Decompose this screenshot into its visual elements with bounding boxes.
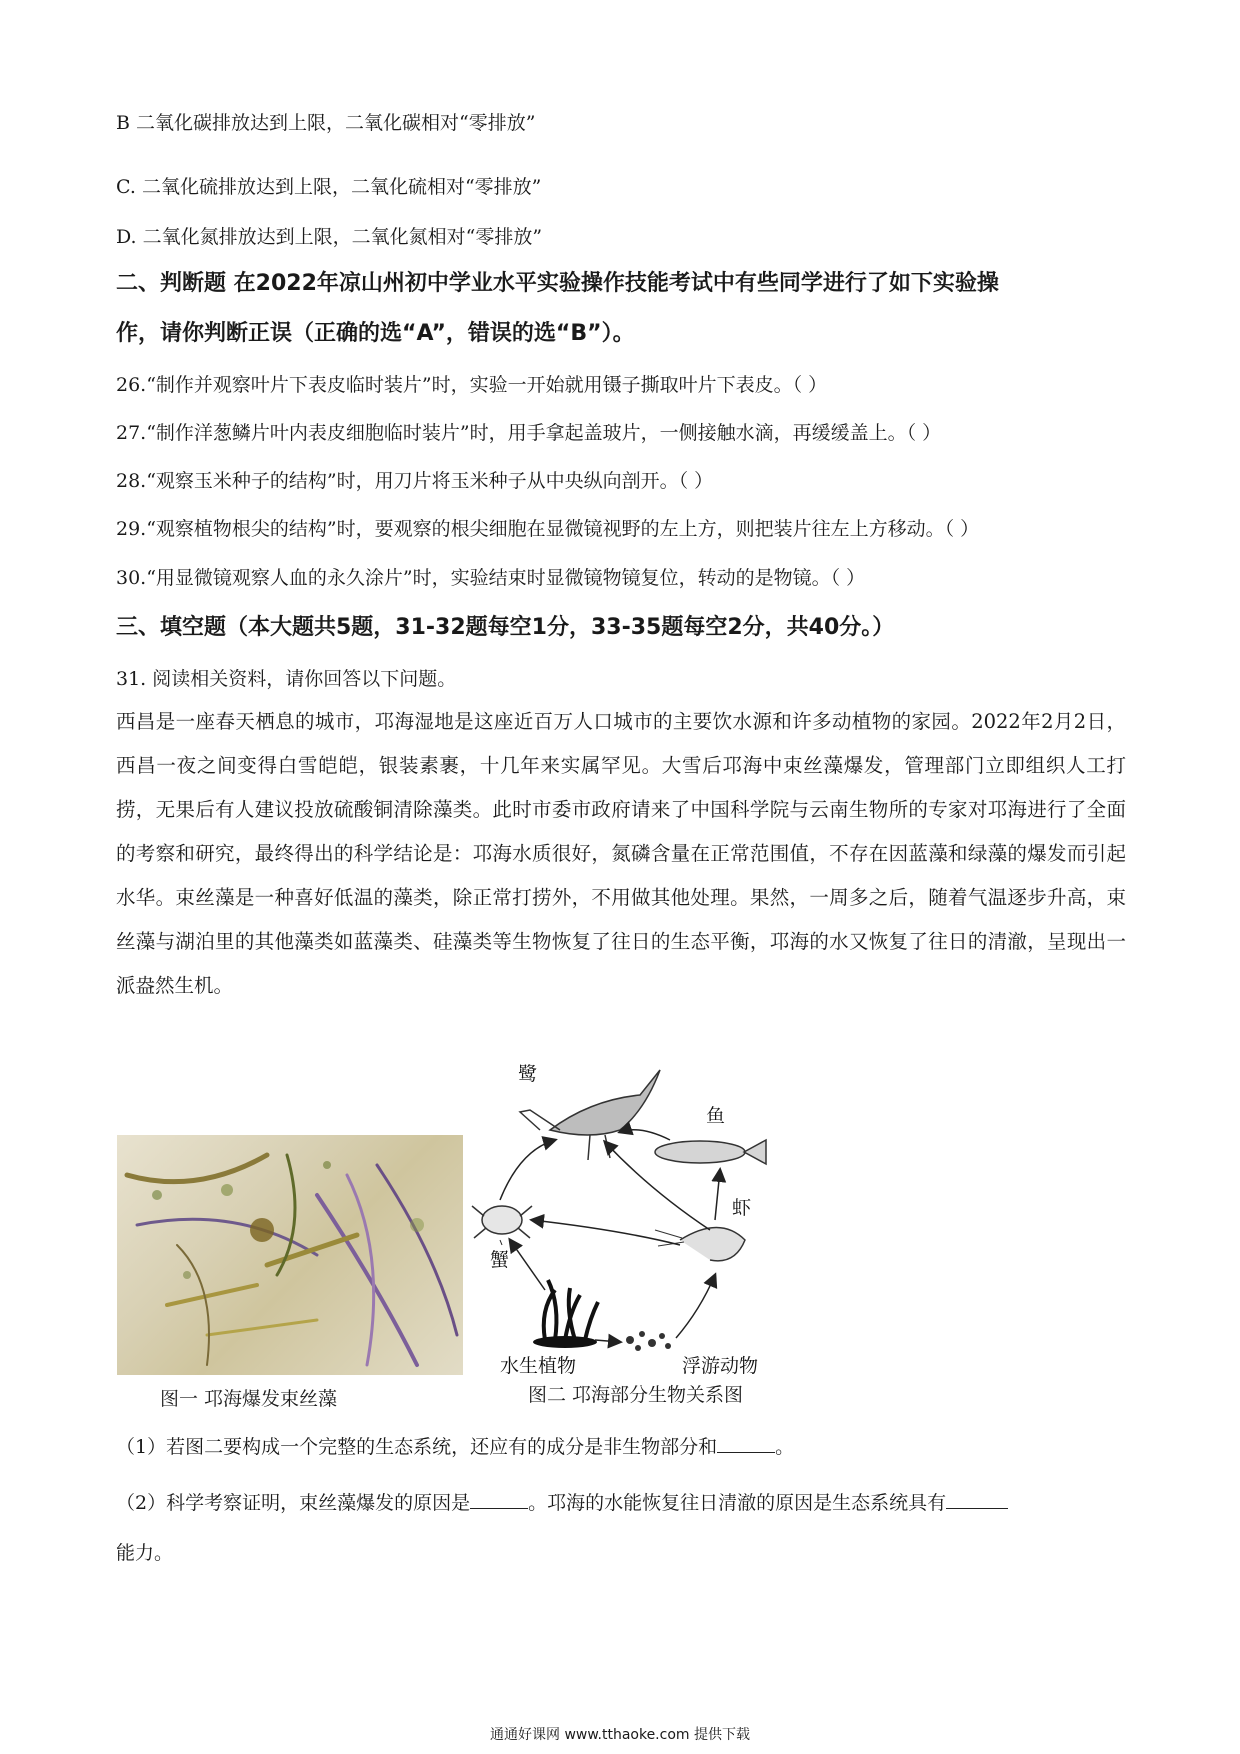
label-fish: 鱼: [706, 1105, 726, 1127]
zooplankton-icon: [626, 1331, 671, 1351]
sub-question-2: [116, 1488, 1008, 1515]
figure1-photo: [117, 1135, 463, 1375]
label-crab: 蟹: [490, 1249, 510, 1271]
sub-question-1: [116, 1432, 794, 1459]
label-zooplankton: 浮游动物: [682, 1355, 759, 1377]
answer-blank[interactable]: [470, 1508, 528, 1509]
section2-heading-line2: 作，请你判断正误（正确的选“A”，错误的选“B”）。: [116, 321, 635, 346]
question-31: 31. 阅读相关资料，请你回答以下问题。: [116, 668, 457, 690]
sub-question-1-text: （1）若图二要构成一个完整的生态系统，还应有的成分是非生物部分和: [116, 1436, 718, 1458]
label-egret: 鹭: [518, 1063, 538, 1085]
answer-blank[interactable]: [946, 1508, 1008, 1509]
label-shrimp: 虾: [732, 1197, 752, 1219]
question-30: 30.“用显微镜观察人血的永久涂片”时，实验结束时显微镜物镜复位，转动的是物镜。（ ）: [116, 567, 866, 589]
footer: 通通好课网 www.tthaoke.com 提供下载: [490, 1727, 750, 1743]
label-plant: 水生植物: [500, 1355, 577, 1377]
question-29: 29.“观察植物根尖的结构”时，要观察的根尖细胞在显微镜视野的左上方，则把装片往左上方移动。（ ）: [116, 518, 980, 540]
option-d: D. 二氧化氮排放达到上限，二氧化氮相对“零排放”: [116, 226, 543, 248]
figure2-food-web: [470, 1040, 860, 1380]
answer-blank[interactable]: [717, 1452, 775, 1453]
fish-icon: [655, 1140, 766, 1164]
sub-question-2-end: 能力。: [116, 1542, 174, 1564]
section3-heading: 三、填空题（本大题共5题，31-32题每空1分，33-35题每空2分，共40分。）: [116, 615, 895, 640]
figure2-caption: 图二 邛海部分生物关系图: [528, 1384, 744, 1406]
crab-icon: [472, 1206, 532, 1238]
question-28: 28.“观察玉米种子的结构”时，用刀片将玉米种子从中央纵向剖开。（ ）: [116, 470, 714, 492]
passage: 西昌是一座春天栖息的城市，邛海湿地是这座近百万人口城市的主要饮水源和许多动植物的家园。2022年2月2日，西昌一夜之间变得白雪皑皑，银装素裹，十几年来实属罕见。大雪后邛海中束丝藻爆发，管理部门立即组织人工打捞，无果后有人建议投放硫酸铜清除藻类。此时市委市政府请来了中国科学院与云南生物所的专家对邛海进行了全面的考察和研究，最终得出的科学结论是：邛海水质很好，氮磷含量在正常范围值，不存在因蓝藻和绿藻的爆发而引起水华。束丝藻是一种喜好低温的藻类，除正常打捞外，不用做其他处理。果然，一周多之后，随着气温逐步升高，束丝藻与湖泊里的其他藻类如蓝藻类、硅藻类等生物恢复了往日的生态平衡，邛海的水又恢复了往日的清澈，呈现出一派盎然生机。: [116, 710, 1126, 997]
question-26: 26.“制作并观察叶片下表皮临时装片”时，实验一开始就用镊子撕取叶片下表皮。（ ）: [116, 374, 828, 396]
section2-heading-line1: 二、判断题 在2022年凉山州初中学业水平实验操作技能考试中有些同学进行了如下实验操: [116, 271, 999, 296]
shrimp-icon: [655, 1228, 745, 1261]
figure1-caption: 图一 邛海爆发束丝藻: [160, 1388, 338, 1410]
option-b: B 二氧化碳排放达到上限，二氧化碳相对“零排放”: [116, 112, 536, 134]
sub-question-1-end: 。: [775, 1436, 795, 1458]
sub-question-2-mid: 。邛海的水能恢复往日清澈的原因是生态系统具有: [528, 1492, 947, 1514]
aquatic-plant-icon: [533, 1280, 598, 1348]
option-c: C. 二氧化硫排放达到上限，二氧化硫相对“零排放”: [116, 176, 542, 198]
question-27: 27.“制作洋葱鳞片叶内表皮细胞临时装片”时，用手拿起盖玻片，一侧接触水滴，再缓缓盖上。（ ）: [116, 422, 942, 444]
sub-question-2-text: （2）科学考察证明，束丝藻爆发的原因是: [116, 1492, 471, 1514]
